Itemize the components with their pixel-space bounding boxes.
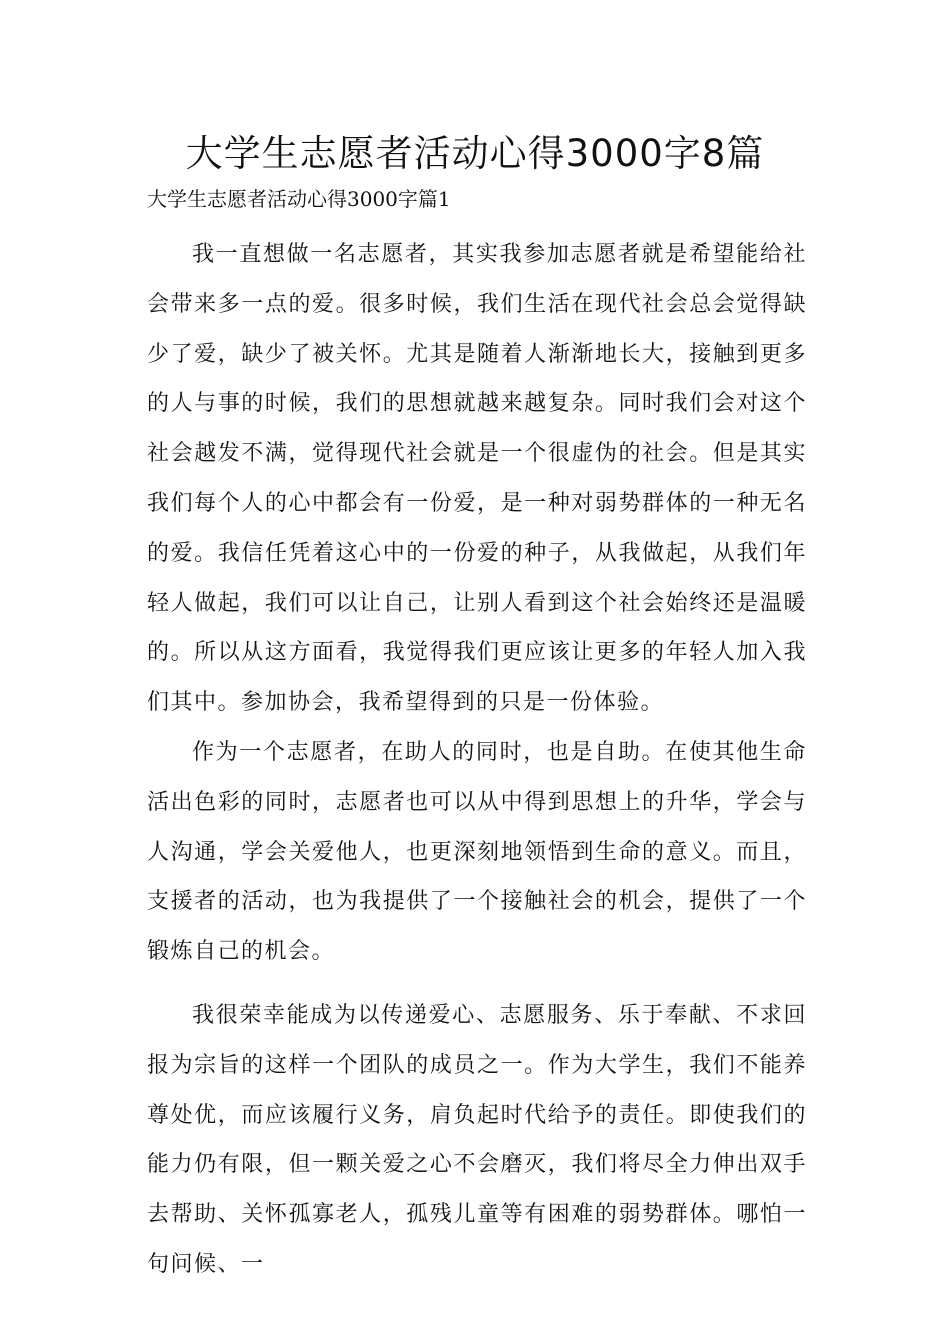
document-body [147, 230, 807, 1290]
paragraph-3: 我很荣幸能成为以传递爱心、志愿服务、乐于奉献、不求回报为宗旨的这样一个团队的成员之一。作为大学生，我们不能养尊处优，而应该履行义务，肩负起时代给予的责任。即使我们的能力仍有限，但一颗关爱之心不会磨灭，我们将尽全力伸出双手去帮助、关怀孤寡老人，孤残儿童等有困难的弱势群体。哪怕一句问候、一 [147, 1002, 807, 1277]
paragraph-2: 作为一个志愿者，在助人的同时，也是自助。在使其他生命活出色彩的同时，志愿者也可以从中得到思想上的升华，学会与人沟通，学会关爱他人，也更深刻地领悟到生命的意义。而且，支援者的活动，也为我提供了一个接触社会的机会，提供了一个锻炼自己的机会。 [147, 739, 807, 965]
document-title: 大学生志愿者活动心得3000字8篇 [185, 132, 765, 175]
section-heading: 大学生志愿者活动心得3000字篇1 [147, 187, 451, 211]
paragraph-1: 我一直想做一名志愿者，其实我参加志愿者就是希望能给社会带来多一点的爱。很多时候，我们生活在现代社会总会觉得缺少了爱，缺少了被关怀。尤其是随着人渐渐地长大，接触到更多的人与事的时候，我们的思想就越来越复杂。同时我们会对这个社会越发不满，觉得现代社会就是一个很虚伪的社会。但是其实我们每个人的心中都会有一份爱，是一种对弱势群体的一种无名的爱。我信任凭着这心中的一份爱的种子，从我做起，从我们年轻人做起，我们可以让自己，让别人看到这个社会始终还是温暖的。所以从这方面看，我觉得我们更应该让更多的年轻人加入我们其中。参加协会，我希望得到的只是一份体验。 [147, 242, 807, 716]
